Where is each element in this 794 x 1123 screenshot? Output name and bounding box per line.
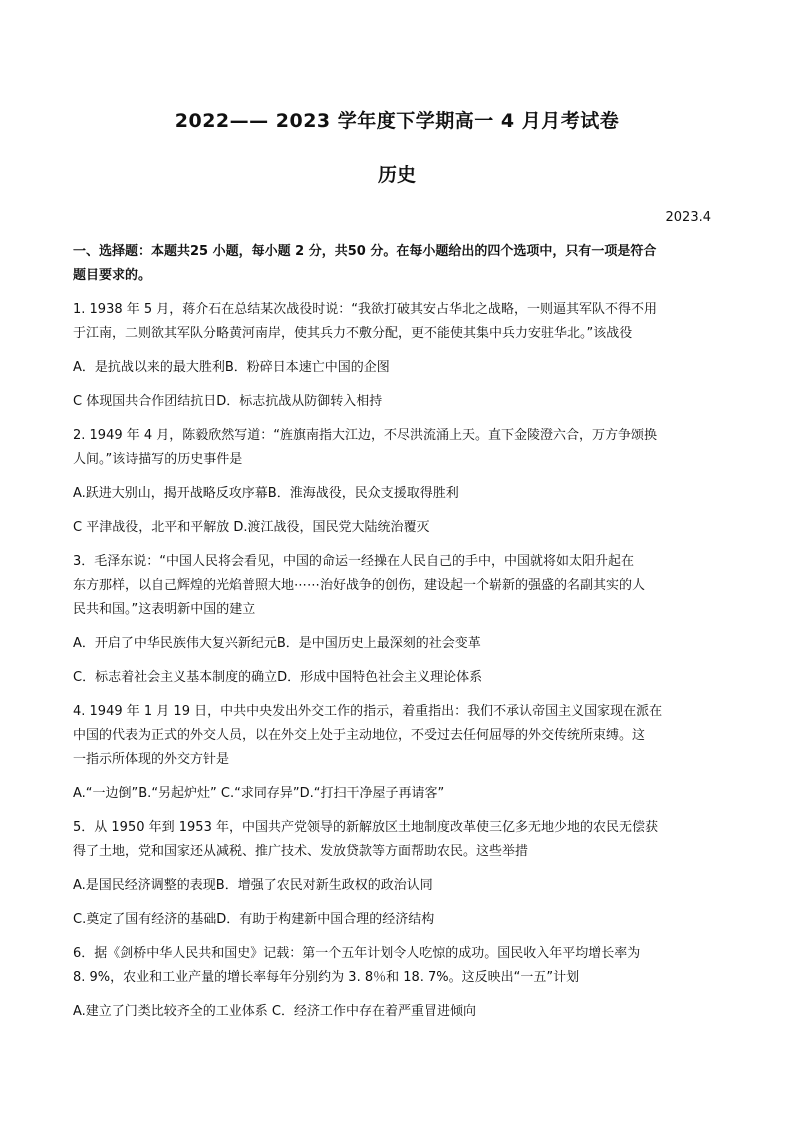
option-line: A．开启了中华民族伟大复兴新纪元B．是中国历史上最深刻的社会变革 <box>73 636 481 651</box>
line-gap <box>73 656 723 666</box>
line-gap <box>73 288 723 298</box>
line-gap <box>73 932 723 942</box>
option-line: A.是国民经济调整的表现B．增强了农民对新生政权的政治认同 <box>73 878 433 893</box>
line-gap <box>73 622 723 632</box>
question-line: 4. 1949 年 1 月 19 日，中共中央发出外交工作的指示，着重指出：我们不承认帝国主义国家现在派在 <box>73 704 663 719</box>
section-heading-line: 一、选择题：本题共25 小题，每小题 2 分，共50 分。在每小题给出的四个选项中，只有一项是符合 <box>73 244 657 259</box>
question-line: 东方那样，以自己辉煌的光焰普照大地⋯⋯治好战争的创伤，建设起一个崭新的强盛的名副其实的人 <box>73 578 646 593</box>
option-line: C．标志着社会主义基本制度的确立D．形成中国特色社会主义理论体系 <box>73 670 483 685</box>
option-line: C 平津战役，北平和平解放 D.渡江战役，国民党大陆统治覆灭 <box>73 520 430 535</box>
line-gap <box>73 864 723 874</box>
question-content <box>73 240 723 1024</box>
line-gap <box>73 472 723 482</box>
subject-title: 历史 <box>377 164 416 186</box>
line-gap <box>73 540 723 550</box>
question-line: 人间。”该诗描写的历史事件是 <box>73 452 243 467</box>
question-line: 3．毛泽东说：“中国人民将会看见，中国的命运一经操在人民自己的手中，中国就将如太阳升起在 <box>73 554 635 569</box>
line-gap <box>73 506 723 516</box>
line-gap <box>73 772 723 782</box>
question-line: 中国的代表为正式的外交人员，以在外交上处于主动地位，不受过去任何屈辱的外交传统所束缚。这 <box>73 728 646 743</box>
question-line: 民共和国。”这表明新中国的建立 <box>73 602 256 617</box>
option-line: C 体现国共合作团结抗日D．标志抗战从防御转入相持 <box>73 394 383 409</box>
option-line: A.建立了门类比较齐全的工业体系 C．经济工作中存在着严重冒进倾向 <box>73 1004 477 1019</box>
section-heading-line: 题目要求的。 <box>73 268 152 283</box>
line-gap <box>73 380 723 390</box>
exam-date: 2023.4 <box>665 210 711 225</box>
line-gap <box>73 690 723 700</box>
question-line: 5．从 1950 年到 1953 年，中国共产党领导的新解放区土地制度改革使三亿多无地少地的农民无偿获 <box>73 820 658 835</box>
option-line: C.奠定了国有经济的基础D．有助于构建新中国合理的经济结构 <box>73 912 435 927</box>
question-line: 6．据《剑桥中华人民共和国史》记载：第一个五年计划令人吃惊的成功。国民收入年平均增长率为 <box>73 946 641 961</box>
line-gap <box>73 346 723 356</box>
question-line: 2. 1949 年 4 月，陈毅欣然写道：“旌旗南指大江边，不尽洪流涌上天。直下金陵澄六合，万方争颂换 <box>73 428 658 443</box>
question-line: 1. 1938 年 5 月，蒋介石在总结某次战役时说：“我欲打破其安占华北之战略，一则逼其军队不得不用 <box>73 302 658 317</box>
option-line: A.“一边倒”B.“另起炉灶” C.“求同存异”D.“打扫干净屋子再请客” <box>73 786 445 801</box>
exam-title: 2022—— 2023 学年度下学期高一 4 月月考试卷 <box>174 110 620 132</box>
line-gap <box>73 898 723 908</box>
question-line: 于江南，二则欲其军队分略黄河南岸，使其兵力不敷分配，更不能使其集中兵力安驻华北。”该战役 <box>73 326 633 341</box>
question-line: 得了土地，党和国家还从减税、推广技术、发放贷款等方面帮助农民。这些举措 <box>73 844 529 859</box>
question-line: 8. 9%，农业和工业产量的增长率每年分别约为 3. 8％和 18. 7%。这反映出“一五”计划 <box>73 970 580 985</box>
line-gap <box>73 806 723 816</box>
question-line: 一指示所体现的外交方针是 <box>73 752 230 767</box>
line-gap <box>73 414 723 424</box>
option-line: A.跃进大别山，揭开战略反攻序幕B．淮海战役，民众支援取得胜利 <box>73 486 459 501</box>
option-line: A．是抗战以来的最大胜利B．粉碎日本速亡中国的企图 <box>73 360 390 375</box>
line-gap <box>73 990 723 1000</box>
